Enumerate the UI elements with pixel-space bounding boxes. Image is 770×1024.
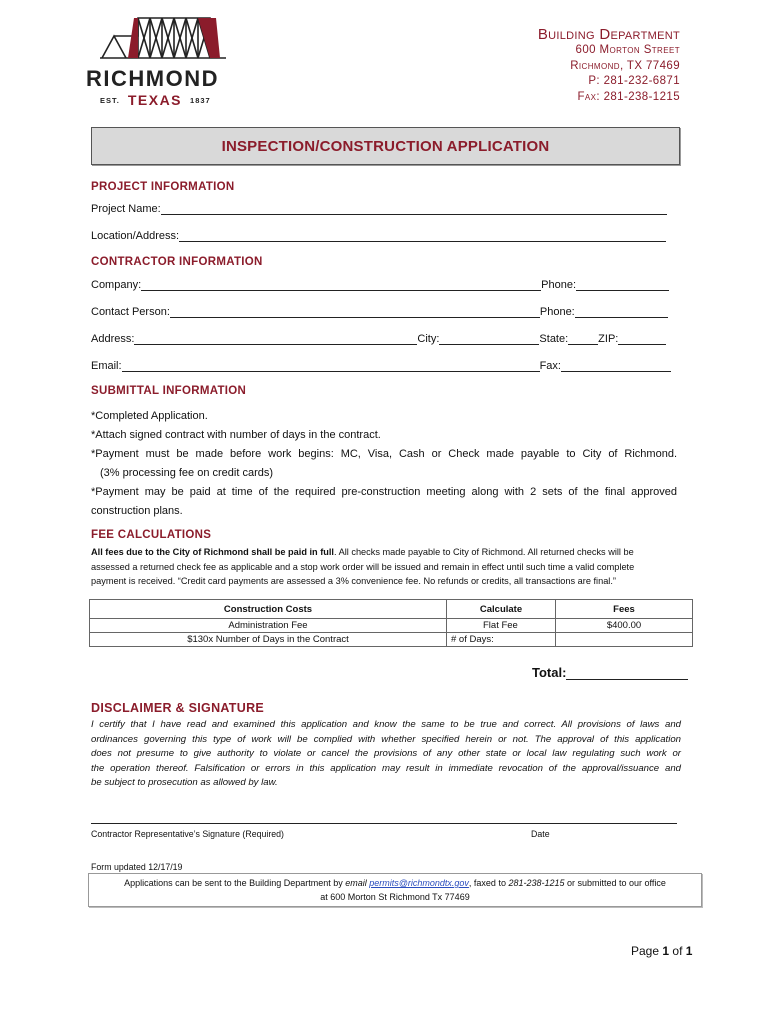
table-row [90, 633, 693, 647]
logo-est: EST. [100, 95, 120, 105]
city-label: City: [417, 333, 440, 345]
admin-fee-cell: Administration Fee [90, 619, 447, 633]
disclaimer-text [91, 718, 681, 791]
date-label: Date [531, 829, 550, 839]
contact-field[interactable] [91, 306, 668, 318]
daily-rate-cell: $130x Number of Days in the Contract [90, 633, 447, 647]
company-line[interactable] [141, 279, 541, 291]
disclaimer-line: be subject to prosecution as allowed by law. [91, 777, 278, 789]
fees-note-text: assessed a returned check fee as applicable and a stop work order will be issued and remain in effect until such time a valid complete [91, 561, 635, 572]
submittal-item: *Payment may be paid at time of the required pre-construction meeting along with 2 sets of the final approved [91, 486, 677, 498]
page-of: of [672, 944, 683, 958]
page-total: 1 [685, 944, 693, 958]
logo-state: TEXAS [127, 92, 183, 108]
address-line[interactable] [134, 333, 417, 345]
header-fees: Fees [556, 600, 693, 619]
submission-line-1 [89, 877, 701, 891]
department-city: Richmond, TX 77469 [570, 59, 680, 72]
logo-year: 1837 [190, 95, 211, 105]
header-calculate: Calculate [447, 600, 556, 619]
contact-phone-line[interactable] [575, 306, 668, 318]
fees-note-text: . All checks made payable to City of Richmond. All returned checks will be [333, 547, 634, 557]
contact-phone-label: Phone: [539, 306, 575, 318]
project-name-label: Project Name: [91, 203, 161, 215]
days-cell[interactable]: # of Days: [447, 633, 556, 647]
signature-label: Contractor Representative’s Signature (Required) [91, 829, 284, 839]
contact-line[interactable] [170, 306, 540, 318]
department-address [538, 26, 680, 105]
zip-label: ZIP: [598, 333, 619, 345]
admin-fee-amount: $400.00 [556, 619, 693, 633]
address-label: Address: [91, 333, 135, 345]
page-number [631, 944, 692, 958]
company-field[interactable] [91, 279, 669, 291]
form-title: INSPECTION/CONSTRUCTION APPLICATION [221, 137, 550, 155]
submission-text: Applications can be sent to the Building Department by [124, 878, 346, 888]
total-field[interactable] [532, 665, 688, 680]
fees-note [91, 545, 691, 589]
total-label: Total: [532, 665, 567, 680]
location-line[interactable] [179, 230, 666, 242]
email-field[interactable] [91, 360, 671, 372]
contact-label: Contact Person: [91, 306, 170, 318]
days-fee-amount[interactable] [556, 633, 693, 647]
disclaimer-line: does not presume to give authority to violate or cancel the provisions of any other state or local law regulating such work or [91, 748, 681, 760]
fees-table [89, 599, 693, 647]
email-label: Email: [91, 360, 122, 372]
email-link[interactable]: permits@richmondtx.gov [369, 878, 469, 888]
project-name-line[interactable] [161, 203, 667, 215]
submission-text: , faxed to [468, 878, 509, 888]
state-line[interactable] [568, 333, 598, 345]
submittal-item: *Attach signed contract with number of days in the contract. [91, 429, 381, 441]
bridge-icon [98, 14, 228, 62]
fees-note-text: payment is received. “Credit card payments are assessed a 3% convenience fee. No refunds or credits, all transactions are final.” [91, 576, 616, 586]
header-construction-costs: Construction Costs [90, 600, 447, 619]
form-title-box [91, 127, 680, 165]
project-heading: PROJECT INFORMATION [91, 181, 235, 193]
submission-line-2: at 600 Morton St Richmond Tx 77469 [320, 891, 470, 902]
signature-line[interactable] [91, 823, 677, 824]
flat-fee-cell: Flat Fee [447, 619, 556, 633]
submittal-item: *Completed Application. [91, 410, 208, 422]
page-label: Page [631, 944, 660, 958]
submission-email-label: email [345, 878, 370, 888]
total-line[interactable] [566, 666, 688, 680]
zip-line[interactable] [618, 333, 666, 345]
submittal-item-cont: construction plans. [91, 505, 183, 517]
disclaimer-line: ordinances governing this type of work will be complied with whether specified herein or not. The approval of this application [91, 733, 681, 745]
form-updated: Form updated 12/17/19 [91, 862, 183, 872]
city-line[interactable] [439, 333, 539, 345]
disclaimer-heading: DISCLAIMER & SIGNATURE [91, 701, 265, 715]
address-field[interactable] [91, 333, 666, 345]
company-phone-label: Phone: [541, 279, 577, 291]
location-field[interactable] [91, 230, 666, 242]
submission-text: or submitted to our office [564, 878, 666, 888]
department-street: 600 Morton Street [575, 44, 680, 56]
submittal-heading: SUBMITTAL INFORMATION [91, 385, 247, 397]
contractor-heading: CONTRACTOR INFORMATION [91, 256, 263, 268]
table-row [90, 619, 693, 633]
fax-label: Fax: [539, 360, 561, 372]
company-phone-line[interactable] [576, 279, 669, 291]
submittal-item-note: (3% processing fee on credit cards) [100, 467, 274, 479]
department-phone: P: 281-232-6871 [588, 75, 680, 87]
department-fax: Fax: 281-238-1215 [577, 90, 680, 103]
fees-table-header [90, 600, 693, 619]
submittal-list [91, 407, 677, 521]
page-current: 1 [662, 944, 670, 958]
location-label: Location/Address: [91, 230, 180, 242]
department-title: Building Department [537, 26, 680, 43]
disclaimer-line: I certify that I have read and examined this application and know the same to be true and correct. All provisions of laws and [91, 719, 681, 730]
richmond-logo [82, 14, 242, 106]
state-label: State: [539, 333, 569, 345]
company-label: Company: [91, 279, 142, 291]
fees-heading: FEE CALCULATIONS [91, 529, 212, 541]
email-line[interactable] [122, 360, 540, 372]
fees-note-bold: All fees due to the City of Richmond shall be paid in full [91, 547, 334, 557]
disclaimer-line: the operation thereof. Falsification or errors in this application may result in immediate revocation of the approval/issuance and [91, 762, 681, 774]
submission-info-box [88, 873, 702, 907]
fax-line[interactable] [561, 360, 671, 372]
submittal-item: *Payment must be made before work begins: MC, Visa, Cash or Check made payable to City of Richmond. [91, 448, 677, 460]
submission-fax: 281-238-1215 [508, 878, 565, 888]
project-name-field[interactable] [91, 203, 667, 215]
logo-name: RICHMOND [86, 66, 219, 91]
